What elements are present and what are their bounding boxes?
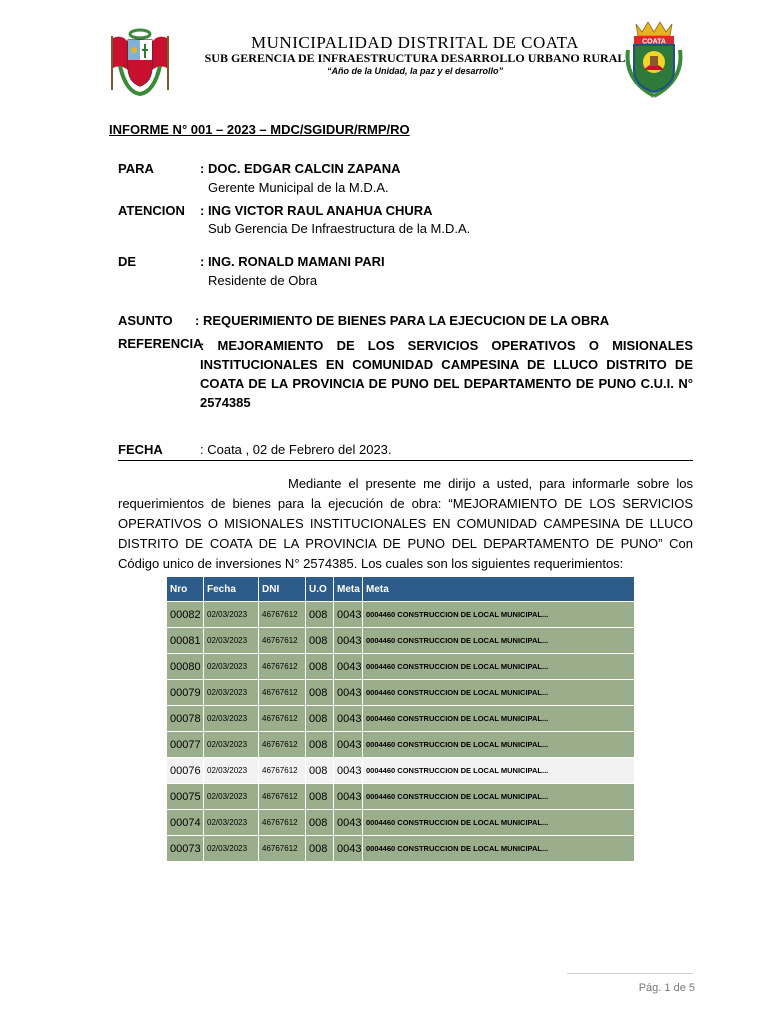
atencion-sub: Sub Gerencia De Infraestructura de la M.D.A. [208, 221, 471, 236]
table-cell-desc: 0004460 CONSTRUCCION DE LOCAL MUNICIPAL... [363, 810, 635, 836]
header-motto: “Año de la Unidad, la paz y el desarrollo” [326, 66, 504, 76]
table-cell-uo: 008 [306, 732, 334, 758]
table-row [167, 706, 635, 732]
table-cell-fecha: 02/03/2023 [204, 732, 259, 758]
table-cell-nro: 00073 [167, 836, 204, 862]
coata-shield-icon [620, 20, 688, 100]
para-value: : DOC. EDGAR CALCIN ZAPANA [200, 161, 401, 176]
table-cell-dni: 46767612 [259, 836, 306, 862]
table-cell-dni: 46767612 [259, 784, 306, 810]
table-row [167, 810, 635, 836]
table-cell-uo: 008 [306, 602, 334, 628]
col-dni-header: DNI [259, 577, 306, 602]
table-cell-nro: 00081 [167, 628, 204, 654]
col-meta-desc-header: Meta [363, 577, 635, 602]
table-cell-uo: 008 [306, 810, 334, 836]
table-cell-fecha: 02/03/2023 [204, 836, 259, 862]
table-cell-meta: 0043 [334, 836, 363, 862]
table-cell-meta: 0043 [334, 732, 363, 758]
table-cell-desc: 0004460 CONSTRUCCION DE LOCAL MUNICIPAL... [363, 602, 635, 628]
table-cell-desc: 0004460 CONSTRUCCION DE LOCAL MUNICIPAL... [363, 628, 635, 654]
footer-divider [567, 973, 693, 974]
table-row [167, 758, 635, 784]
de-value: : ING. RONALD MAMANI PARI [200, 254, 385, 269]
table-cell-dni: 46767612 [259, 732, 306, 758]
table-cell-meta: 0043 [334, 628, 363, 654]
table-cell-dni: 46767612 [259, 654, 306, 680]
de-label: DE [118, 254, 137, 269]
col-uo-header: U.O [306, 577, 334, 602]
table-row [167, 602, 635, 628]
col-nro-header: Nro [167, 577, 204, 602]
atencion-label: ATENCION [118, 203, 185, 218]
shield-banner-text: COATA [642, 38, 666, 46]
table-cell-desc: 0004460 CONSTRUCCION DE LOCAL MUNICIPAL... [363, 706, 635, 732]
table-cell-fecha: 02/03/2023 [204, 758, 259, 784]
para-sub: Gerente Municipal de la M.D.A. [208, 180, 389, 195]
table-cell-fecha: 02/03/2023 [204, 706, 259, 732]
divider [118, 460, 693, 461]
table-row [167, 784, 635, 810]
table-cell-nro: 00075 [167, 784, 204, 810]
table-cell-dni: 46767612 [259, 628, 306, 654]
asunto-value: : REQUERIMIENTO DE BIENES PARA LA EJECUCION DE LA OBRA [195, 313, 610, 328]
table-cell-meta: 0043 [334, 810, 363, 836]
table-cell-dni: 46767612 [259, 758, 306, 784]
table-cell-uo: 008 [306, 836, 334, 862]
fecha-label: FECHA [118, 442, 163, 457]
table-cell-meta: 0043 [334, 680, 363, 706]
table-cell-meta: 0043 [334, 602, 363, 628]
table-row [167, 732, 635, 758]
table-cell-meta: 0043 [334, 654, 363, 680]
table-cell-dni: 46767612 [259, 680, 306, 706]
body-text: Mediante el presente me dirijo a usted, para informarle sobre los requerimientos de bienes para la ejecución de obra: “MEJORAMIENTO DE LOS SERVICIOS OPERATIVOS O MISIONALES INSTITUCIONALES EN COMUNIDAD CAMPESINA DE LLUCO DISTRITO DE COATA DE LA PROVINCIA DE PUNO DEL DEPARTAMENTO DE PUNO” Con Código unico de inversiones N° 2574385. Los cuales son los siguientes requerimientos: [118, 476, 693, 571]
table-row [167, 654, 635, 680]
table-cell-meta: 0043 [334, 758, 363, 784]
table-cell-uo: 008 [306, 680, 334, 706]
table-header-row [167, 577, 635, 602]
table-cell-nro: 00077 [167, 732, 204, 758]
table-cell-desc: 0004460 CONSTRUCCION DE LOCAL MUNICIPAL... [363, 732, 635, 758]
page-number: Pág. 1 de 5 [638, 982, 695, 994]
table-row [167, 628, 635, 654]
requirements-table [166, 576, 635, 862]
table-cell-uo: 008 [306, 628, 334, 654]
table-cell-uo: 008 [306, 784, 334, 810]
table-cell-fecha: 02/03/2023 [204, 628, 259, 654]
col-meta-header: Meta [334, 577, 363, 602]
referencia-label: REFERENCIA [118, 336, 203, 351]
table-cell-nro: 00080 [167, 654, 204, 680]
table-cell-fecha: 02/03/2023 [204, 810, 259, 836]
table-cell-meta: 0043 [334, 706, 363, 732]
referencia-value: : MEJORAMIENTO DE LOS SERVICIOS OPERATIVOS O MISIONALES INSTITUCIONALES EN COMUNIDAD CAMPESINA DE LLUCO DISTRITO DE COATA DE LA PROVINCIA DE PUNO DEL DEPARTAMENTO DE PUNO C.U.I. N° 2574385 [200, 338, 693, 410]
table-cell-dni: 46767612 [259, 602, 306, 628]
header-subtitle: SUB GERENCIA DE INFRAESTRUCTURA DESARROLLO URBANO RURAL [204, 51, 626, 65]
body-paragraph [118, 474, 693, 574]
table-cell-uo: 008 [306, 654, 334, 680]
table-cell-nro: 00078 [167, 706, 204, 732]
table-cell-fecha: 02/03/2023 [204, 680, 259, 706]
table-cell-fecha: 02/03/2023 [204, 784, 259, 810]
table-cell-desc: 0004460 CONSTRUCCION DE LOCAL MUNICIPAL... [363, 654, 635, 680]
table-row [167, 680, 635, 706]
table-cell-desc: 0004460 CONSTRUCCION DE LOCAL MUNICIPAL... [363, 758, 635, 784]
table-cell-dni: 46767612 [259, 706, 306, 732]
table-cell-desc: 0004460 CONSTRUCCION DE LOCAL MUNICIPAL... [363, 836, 635, 862]
fecha-value: : Coata , 02 de Febrero del 2023. [200, 442, 392, 457]
table-cell-uo: 008 [306, 706, 334, 732]
de-sub: Residente de Obra [208, 273, 318, 288]
table-cell-nro: 00082 [167, 602, 204, 628]
atencion-value: : ING VICTOR RAUL ANAHUA CHURA [200, 203, 433, 218]
table-cell-fecha: 02/03/2023 [204, 602, 259, 628]
table-cell-nro: 00074 [167, 810, 204, 836]
peru-coat-of-arms-icon [106, 26, 174, 98]
table-cell-desc: 0004460 CONSTRUCCION DE LOCAL MUNICIPAL... [363, 784, 635, 810]
table-cell-uo: 008 [306, 758, 334, 784]
table-cell-nro: 00076 [167, 758, 204, 784]
informe-number: INFORME N° 001 – 2023 – MDC/SGIDUR/RMP/RO [109, 122, 410, 137]
table-cell-fecha: 02/03/2023 [204, 654, 259, 680]
para-label: PARA [118, 161, 154, 176]
table-row [167, 836, 635, 862]
header-title: MUNICIPALIDAD DISTRITAL DE COATA [251, 33, 579, 52]
table-cell-dni: 46767612 [259, 810, 306, 836]
col-fecha-header: Fecha [204, 577, 259, 602]
table-cell-desc: 0004460 CONSTRUCCION DE LOCAL MUNICIPAL... [363, 680, 635, 706]
table-cell-nro: 00079 [167, 680, 204, 706]
table-cell-meta: 0043 [334, 784, 363, 810]
asunto-label: ASUNTO [118, 313, 173, 328]
